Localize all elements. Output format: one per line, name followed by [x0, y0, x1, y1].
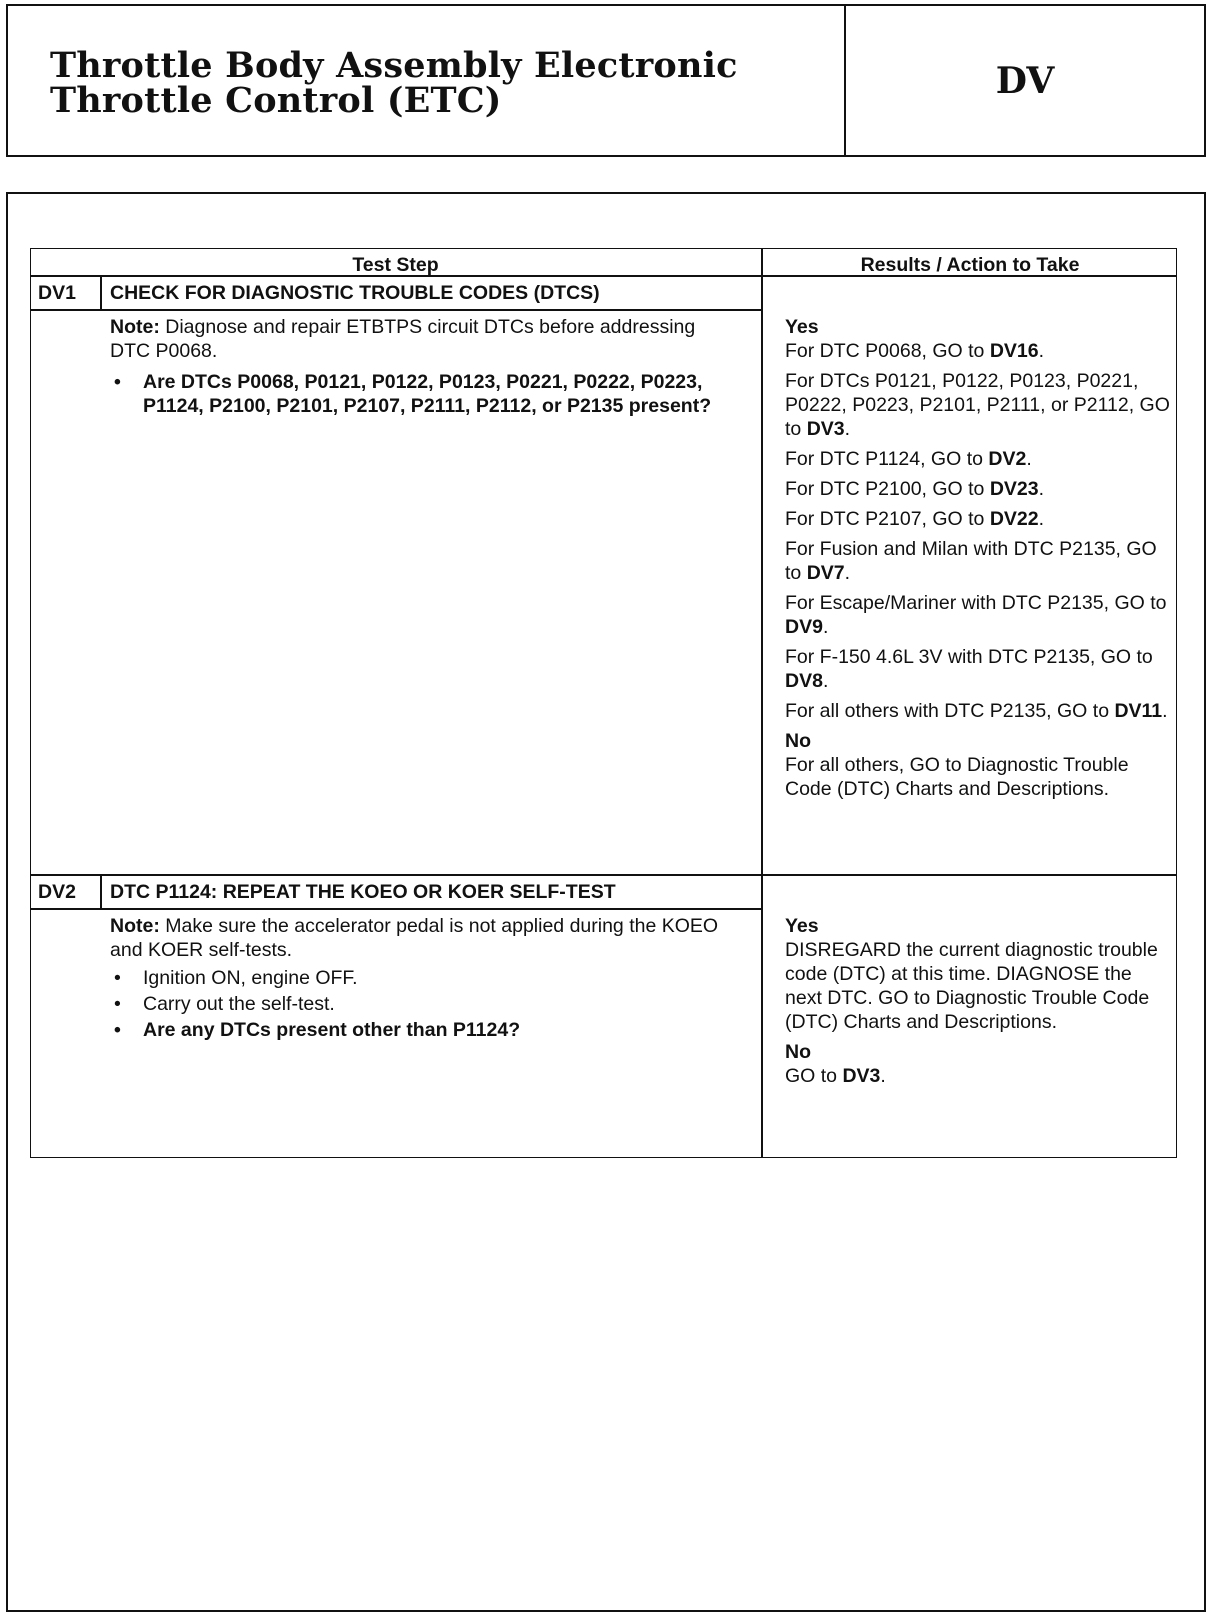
dv1-yes-result: For all others with DTC P2135, GO to DV11.: [785, 700, 1168, 722]
dv1-yes-result-text: For DTC P0068, GO to: [785, 340, 990, 362]
dv1-title-divider: [30, 309, 761, 311]
dv2-yes-label: Yes: [785, 915, 819, 937]
dv2-step-title: DTC P1124: REPEAT THE KOEO OR KOER SELF-TEST: [110, 881, 616, 903]
dv2-note-text: Make sure the accelerator pedal is not applied during the KOEO and KOER self-tests.: [110, 915, 719, 961]
page-title: [50, 45, 810, 121]
dv1-step-title: CHECK FOR DIAGNOSTIC TROUBLE CODES (DTCS): [110, 282, 600, 304]
dv2-results: [785, 914, 1170, 1094]
dv1-yes-result-ref: DV8: [785, 670, 823, 692]
dv1-yes-result-ref: DV16: [989, 340, 1039, 362]
dv1-yes-result: For Escape/Mariner with DTC P2135, GO to DV9.: [785, 592, 1167, 638]
column-header-test-step: Test Step: [352, 254, 439, 276]
dv2-bullet-2: • Carry out the self-test.: [110, 992, 730, 1016]
dv2-bullet-1: • Ignition ON, engine OFF.: [110, 966, 730, 990]
dv2-no-label: No: [785, 1041, 811, 1063]
dv2-id-divider: [100, 874, 102, 908]
column-header-results: Results / Action to Take: [860, 254, 1080, 276]
column-divider: [761, 248, 763, 1158]
dv1-note: [110, 315, 710, 363]
dv1-yes-result: For F-150 4.6L 3V with DTC P2135, GO to DV8.: [785, 646, 1153, 692]
dv1-yes-result-text: For DTC P2100, GO to: [785, 478, 990, 500]
dv1-yes-result: For DTC P2100, GO to DV23.: [785, 478, 1045, 500]
dv2-title-divider: [30, 908, 761, 910]
dv1-yes-result-ref: DV23: [989, 478, 1039, 500]
dv1-note-label: Note:: [110, 316, 160, 338]
dv1-yes-result-ref: DV3: [806, 418, 845, 440]
dv2-bullet-list: [110, 966, 730, 1044]
page-title-line-2: Throttle Control (ETC): [50, 80, 502, 121]
dv1-yes-result-text: For Fusion and Milan with DTC P2135, GO to: [785, 538, 1157, 584]
dv1-note-text: Diagnose and repair ETBTPS circuit DTCs before addressing DTC P0068.: [110, 316, 696, 362]
dv1-yes-result-ref: DV7: [806, 562, 845, 584]
dv2-step-id: DV2: [38, 881, 76, 903]
section-code: DV: [995, 59, 1055, 102]
test-step-table: [30, 248, 1177, 1158]
dv2-no-text: GO to: [785, 1065, 843, 1087]
dv2-no-ref: DV3: [842, 1065, 881, 1087]
dv1-yes-label: Yes: [785, 316, 819, 338]
dv1-yes-result: For Fusion and Milan with DTC P2135, GO to DV7.: [785, 538, 1157, 584]
dv2-question: • Are any DTCs present other than P1124?: [110, 1018, 730, 1042]
dv1-yes-result-text: For DTC P2107, GO to: [785, 508, 990, 530]
dv1-dv2-divider: [30, 874, 1177, 876]
dv1-id-divider: [100, 275, 102, 309]
header-box: [6, 4, 1206, 157]
dv2-note-label: Note:: [110, 915, 160, 937]
dv1-question: • Are DTCs P0068, P0121, P0122, P0123, P0221, P0222, P0223, P1124, P2100, P2101, P2107, P2111, P2112, or P2135 present?: [110, 370, 730, 418]
dv1-no-label: No: [785, 730, 811, 752]
dv1-no-result: For all others, GO to Diagnostic Trouble Code (DTC) Charts and Descriptions.: [785, 754, 1129, 800]
dv1-yes-result-ref: DV2: [988, 448, 1027, 470]
dv1-yes-result-ref: DV11: [1114, 700, 1163, 722]
dv1-step-id: DV1: [38, 282, 76, 304]
dv1-bullet-list: [110, 370, 730, 420]
page-title-line-1: Throttle Body Assembly Electronic: [50, 45, 738, 86]
dv2-no-result: GO to DV3.: [785, 1065, 886, 1087]
dv1-yes-result-ref: DV9: [785, 616, 823, 638]
dv1-yes-result: For DTC P0068, GO to DV16.: [785, 340, 1045, 362]
dv1-yes-result-list: [785, 339, 1170, 723]
dv1-yes-result-text: For DTCs P0121, P0122, P0123, P0221, P0222, P0223, P2101, P2111, or P2112, GO to: [785, 370, 1170, 440]
dv2-yes-result: DISREGARD the current diagnostic trouble code (DTC) at this time. DIAGNOSE the next DTC. GO to Diagnostic Trouble Code (DTC) Charts and Descriptions.: [785, 939, 1158, 1033]
dv1-yes-result: For DTC P1124, GO to DV2.: [785, 448, 1032, 470]
dv1-yes-result: For DTC P2107, GO to DV22.: [785, 508, 1045, 530]
dv1-yes-result: For DTCs P0121, P0122, P0123, P0221, P0222, P0223, P2101, P2111, or P2112, GO to DV3.: [785, 370, 1170, 440]
dv1-yes-result-text: For Escape/Mariner with DTC P2135, GO to: [785, 592, 1167, 614]
dv1-yes-result-text: For DTC P1124, GO to: [785, 448, 989, 470]
dv1-yes-result-ref: DV22: [989, 508, 1039, 530]
dv1-results: [785, 315, 1170, 807]
dv2-note: [110, 914, 730, 962]
dv1-yes-result-text: For F-150 4.6L 3V with DTC P2135, GO to: [785, 646, 1153, 668]
dv1-yes-result-text: For all others with DTC P2135, GO to: [785, 700, 1115, 722]
